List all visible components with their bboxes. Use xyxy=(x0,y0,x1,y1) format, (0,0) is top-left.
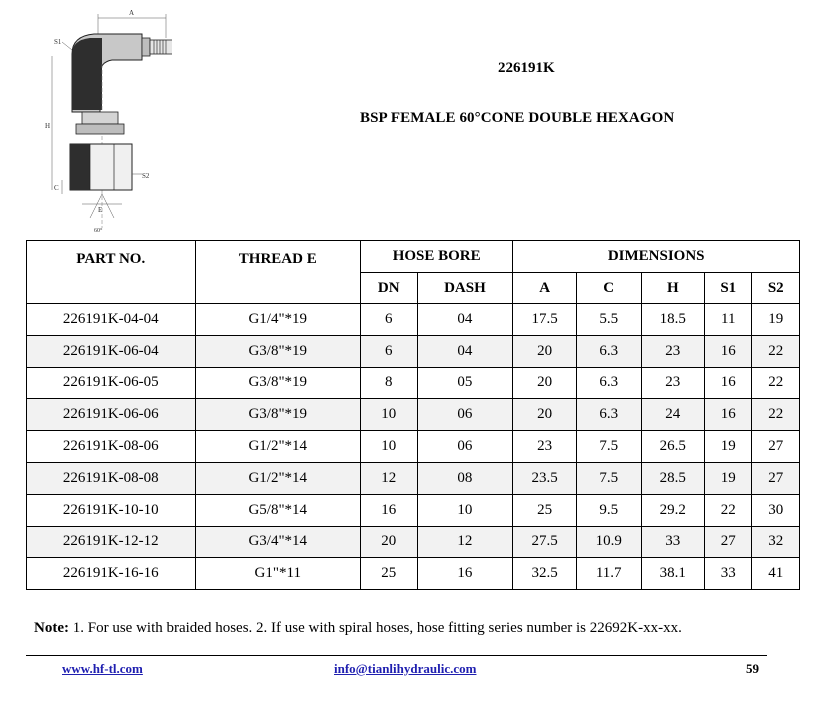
table-row xyxy=(27,558,800,590)
cell-part: 226191K-16-16 xyxy=(27,558,196,590)
cell-dn: 16 xyxy=(361,494,418,526)
cell-thread: G1"*11 xyxy=(195,558,360,590)
header-part-no: PART NO. xyxy=(27,241,196,304)
header-dimensions: DIMENSIONS xyxy=(513,241,800,273)
cell-c: 9.5 xyxy=(576,494,641,526)
cell-h: 38.1 xyxy=(641,558,705,590)
cell-part: 226191K-06-04 xyxy=(27,335,196,367)
cell-a: 23 xyxy=(513,431,577,463)
cell-a: 20 xyxy=(513,399,577,431)
cell-dn: 12 xyxy=(361,462,418,494)
header-thread: THREAD E xyxy=(195,241,360,304)
cell-c: 6.3 xyxy=(576,367,641,399)
cell-part: 226191K-08-06 xyxy=(27,431,196,463)
email-link[interactable]: info@tianlihydraulic.com xyxy=(334,661,477,676)
header-s1: S1 xyxy=(705,273,752,304)
table-row xyxy=(27,399,800,431)
cell-dash: 16 xyxy=(417,558,513,590)
header-c: C xyxy=(576,273,641,304)
dim-e-label: E xyxy=(98,206,103,214)
header-a: A xyxy=(513,273,577,304)
cell-h: 24 xyxy=(641,399,705,431)
cell-c: 5.5 xyxy=(576,304,641,336)
cell-s2: 27 xyxy=(752,431,800,463)
table-row xyxy=(27,367,800,399)
header-dn: DN xyxy=(361,273,418,304)
cell-dash: 06 xyxy=(417,399,513,431)
cell-c: 10.9 xyxy=(576,526,641,558)
cell-s2: 19 xyxy=(752,304,800,336)
table-row xyxy=(27,526,800,558)
footer-email[interactable] xyxy=(334,661,476,677)
cell-a: 20 xyxy=(513,335,577,367)
cell-s2: 27 xyxy=(752,462,800,494)
cell-s1: 16 xyxy=(705,335,752,367)
cell-thread: G1/4"*19 xyxy=(195,304,360,336)
cell-thread: G3/8"*19 xyxy=(195,367,360,399)
cell-s1: 33 xyxy=(705,558,752,590)
cell-thread: G1/2"*14 xyxy=(195,431,360,463)
cell-s1: 16 xyxy=(705,367,752,399)
cell-h: 33 xyxy=(641,526,705,558)
cell-part: 226191K-10-10 xyxy=(27,494,196,526)
cell-a: 17.5 xyxy=(513,304,577,336)
cell-dash: 04 xyxy=(417,304,513,336)
cell-c: 6.3 xyxy=(576,335,641,367)
cell-h: 28.5 xyxy=(641,462,705,494)
cell-a: 27.5 xyxy=(513,526,577,558)
cell-c: 7.5 xyxy=(576,431,641,463)
cell-dash: 05 xyxy=(417,367,513,399)
cell-dn: 6 xyxy=(361,335,418,367)
cell-dash: 12 xyxy=(417,526,513,558)
cell-h: 23 xyxy=(641,335,705,367)
cell-h: 18.5 xyxy=(641,304,705,336)
cell-h: 26.5 xyxy=(641,431,705,463)
dim-s1-label: S1 xyxy=(54,38,62,46)
cell-c: 6.3 xyxy=(576,399,641,431)
table-row xyxy=(27,335,800,367)
spec-table-body xyxy=(27,304,800,590)
footer-website[interactable] xyxy=(62,661,157,677)
cell-a: 23.5 xyxy=(513,462,577,494)
cell-s1: 22 xyxy=(705,494,752,526)
cell-a: 25 xyxy=(513,494,577,526)
cell-dash: 04 xyxy=(417,335,513,367)
cell-s2: 22 xyxy=(752,335,800,367)
cell-s2: 22 xyxy=(752,367,800,399)
cell-s2: 30 xyxy=(752,494,800,526)
header-hose-bore: HOSE BORE xyxy=(361,241,513,273)
cell-dn: 20 xyxy=(361,526,418,558)
cell-a: 20 xyxy=(513,367,577,399)
cell-dn: 25 xyxy=(361,558,418,590)
cell-dash: 10 xyxy=(417,494,513,526)
cell-s1: 27 xyxy=(705,526,752,558)
cell-thread: G3/4"*14 xyxy=(195,526,360,558)
cell-dn: 10 xyxy=(361,431,418,463)
part-code-title: 226191K xyxy=(498,60,555,76)
cell-thread: G1/2"*14 xyxy=(195,462,360,494)
spec-table xyxy=(26,240,800,590)
note-label: Note: xyxy=(34,620,69,636)
cell-thread: G5/8"*14 xyxy=(195,494,360,526)
cell-thread: G3/8"*19 xyxy=(195,335,360,367)
table-row xyxy=(27,494,800,526)
footer-divider xyxy=(26,655,767,656)
note-text: 1. For use with braided hoses. 2. If use with spiral hoses, hose fitting series number is 22692K-xx-xx. xyxy=(68,620,682,636)
cell-h: 29.2 xyxy=(641,494,705,526)
cell-s2: 41 xyxy=(752,558,800,590)
cell-dn: 10 xyxy=(361,399,418,431)
page-number: 59 xyxy=(746,661,759,676)
cell-s1: 11 xyxy=(705,304,752,336)
cell-part: 226191K-06-06 xyxy=(27,399,196,431)
header-h: H xyxy=(641,273,705,304)
table-row xyxy=(27,431,800,463)
cell-s1: 19 xyxy=(705,462,752,494)
cell-s2: 32 xyxy=(752,526,800,558)
dim-a-label: A xyxy=(129,9,135,17)
header-s2: S2 xyxy=(752,273,800,304)
dim-h-label: H xyxy=(45,122,51,130)
cell-part: 226191K-08-08 xyxy=(27,462,196,494)
product-subtitle: BSP FEMALE 60°CONE DOUBLE HEXAGON xyxy=(360,110,675,126)
cell-dash: 08 xyxy=(417,462,513,494)
cell-part: 226191K-04-04 xyxy=(27,304,196,336)
cell-dn: 8 xyxy=(361,367,418,399)
fitting-drawing xyxy=(42,4,172,236)
cell-s1: 16 xyxy=(705,399,752,431)
cell-c: 7.5 xyxy=(576,462,641,494)
cell-h: 23 xyxy=(641,367,705,399)
table-row xyxy=(27,304,800,336)
header-dash: DASH xyxy=(417,273,513,304)
website-link[interactable]: www.hf-tl.com xyxy=(62,661,143,676)
dim-s2-label: S2 xyxy=(142,172,150,180)
angle-label: 60° xyxy=(94,228,103,234)
cell-s2: 22 xyxy=(752,399,800,431)
table-row xyxy=(27,462,800,494)
dim-c-label: C xyxy=(54,184,59,192)
cell-s1: 19 xyxy=(705,431,752,463)
cell-a: 32.5 xyxy=(513,558,577,590)
cell-c: 11.7 xyxy=(576,558,641,590)
note xyxy=(34,620,682,637)
cell-dash: 06 xyxy=(417,431,513,463)
cell-part: 226191K-12-12 xyxy=(27,526,196,558)
cell-dn: 6 xyxy=(361,304,418,336)
cell-part: 226191K-06-05 xyxy=(27,367,196,399)
cell-thread: G3/8"*19 xyxy=(195,399,360,431)
